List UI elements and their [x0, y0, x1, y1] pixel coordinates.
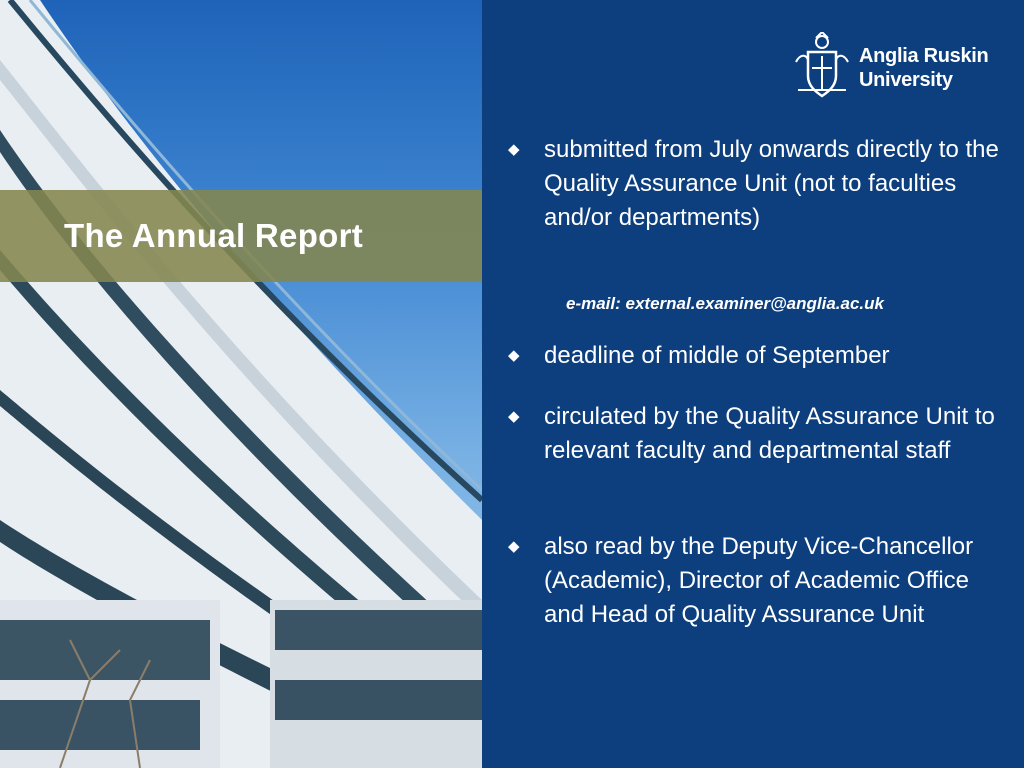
bullet-text: deadline of middle of September [544, 342, 890, 369]
logo-line-1: Anglia Ruskin [859, 45, 989, 67]
diamond-bullet-icon: ◆ [508, 538, 520, 555]
content-panel [482, 0, 1024, 768]
email-address: e-mail: external.examiner@anglia.ac.uk [566, 294, 884, 313]
logo-line-2: University [859, 69, 953, 91]
crest-icon [794, 32, 850, 98]
diamond-bullet-icon: ◆ [508, 347, 520, 364]
university-logo [794, 32, 1004, 100]
bullet-text: also read by the Deputy Vice-Chancellor (Academic), Director of Academic Office and Head of Quality Assurance Unit [544, 533, 974, 628]
diamond-bullet-icon: ◆ [508, 408, 520, 425]
slide-title: The Annual Report [64, 217, 364, 254]
building-photo [0, 0, 482, 768]
bullet-text: circulated by the Quality Assurance Unit to relevant faculty and departmental staff [544, 403, 995, 464]
diamond-bullet-icon: ◆ [508, 141, 520, 158]
logo-wordmark [859, 44, 988, 92]
bullet-text: submitted from July onwards directly to the Quality Assurance Unit (not to faculties and/or departments) [544, 136, 999, 231]
building-illustration [0, 0, 482, 768]
